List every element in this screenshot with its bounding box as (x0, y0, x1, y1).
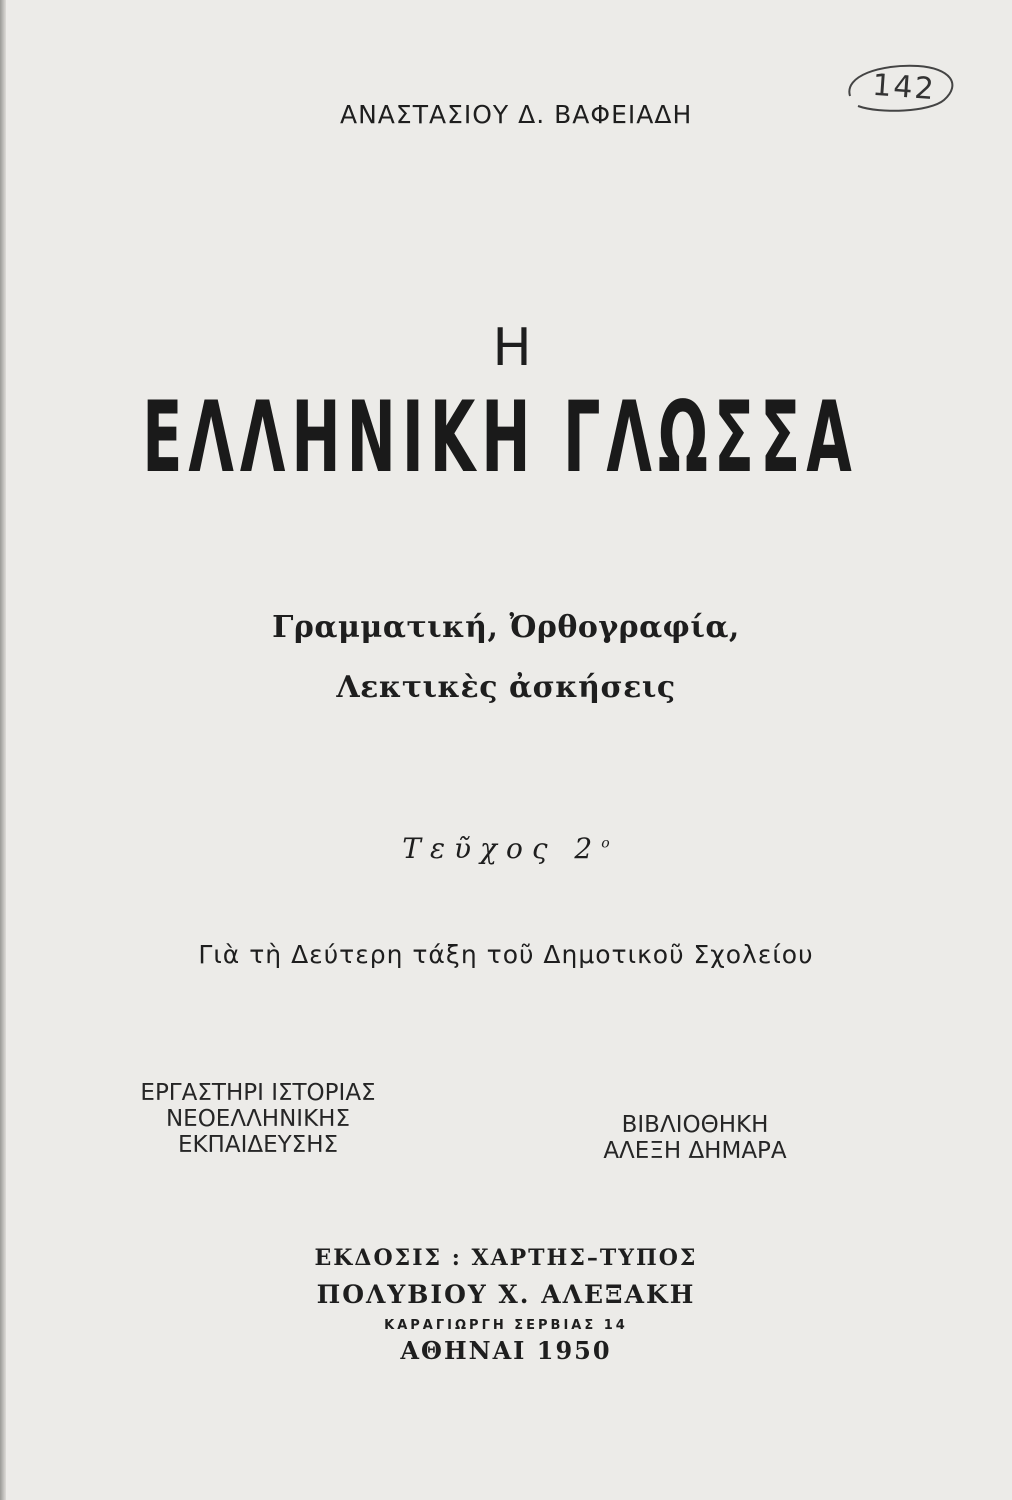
title-article: Η (492, 318, 532, 378)
imprint-place-year: ΑΘΗΝΑΙ 1950 (400, 1336, 612, 1365)
stamp-left-line-2: ΝΕΟΕΛΛΗΝΙΚΗΣ (165, 1106, 351, 1132)
page-edge-shadow (0, 0, 6, 1500)
imprint-address: ΚΑΡΑΓΙΩΡΓΗ ΣΕΡΒΙΑΣ 14 (384, 1318, 628, 1333)
stamp-left-line-3: ΕΚΠΑΙΔΕΥΣΗΣ (177, 1132, 339, 1158)
imprint-publisher-name: ΠΟΛΥΒΙΟΥ Χ. ΑΛΕΞΑΚΗ (316, 1280, 696, 1309)
stamp-left-line-1: ΕΡΓΑΣΤΗΡΙ ΙΣΤΟΡΙΑΣ (140, 1080, 376, 1106)
imprint-publisher-label: ΕΚΔΟΣΙΣ : ΧΑΡΤΗΣ–ΤΥΠΟΣ (314, 1245, 698, 1271)
main-title: ΕΛΛΗΝΙΚΗ ΓΛΩΣΣΑ (142, 381, 858, 495)
stamp-right-line-2: ΑΛΕΞΗ ΔΗΜΑΡΑ (603, 1138, 787, 1164)
handwritten-number: 142 (871, 67, 937, 108)
stamp-right-line-1: ΒΙΒΛΙΟΘΗΚΗ (621, 1112, 769, 1138)
library-stamp-right (585, 1112, 805, 1164)
grade-line: Γιὰ τὴ Δεύτερη τάξη τοῦ Δημοτικοῦ Σχολείου (198, 940, 814, 969)
subtitle-line-1: Γραμματική, Ὀρθογραφία, (272, 610, 740, 645)
main-title-container (142, 381, 858, 495)
library-stamp-left (118, 1080, 398, 1158)
issue-label: Τεῦχος 2 (402, 832, 602, 865)
subtitle-line-2: Λεκτικὲς ἀσκήσεις (336, 670, 676, 705)
author-name: ΑΝΑΣΤΑΣΙΟΥ Δ. ΒΑΦΕΙΑΔΗ (340, 100, 693, 129)
issue-number (0, 832, 1012, 865)
issue-superscript: ο (601, 835, 610, 852)
handwritten-note (840, 58, 960, 118)
